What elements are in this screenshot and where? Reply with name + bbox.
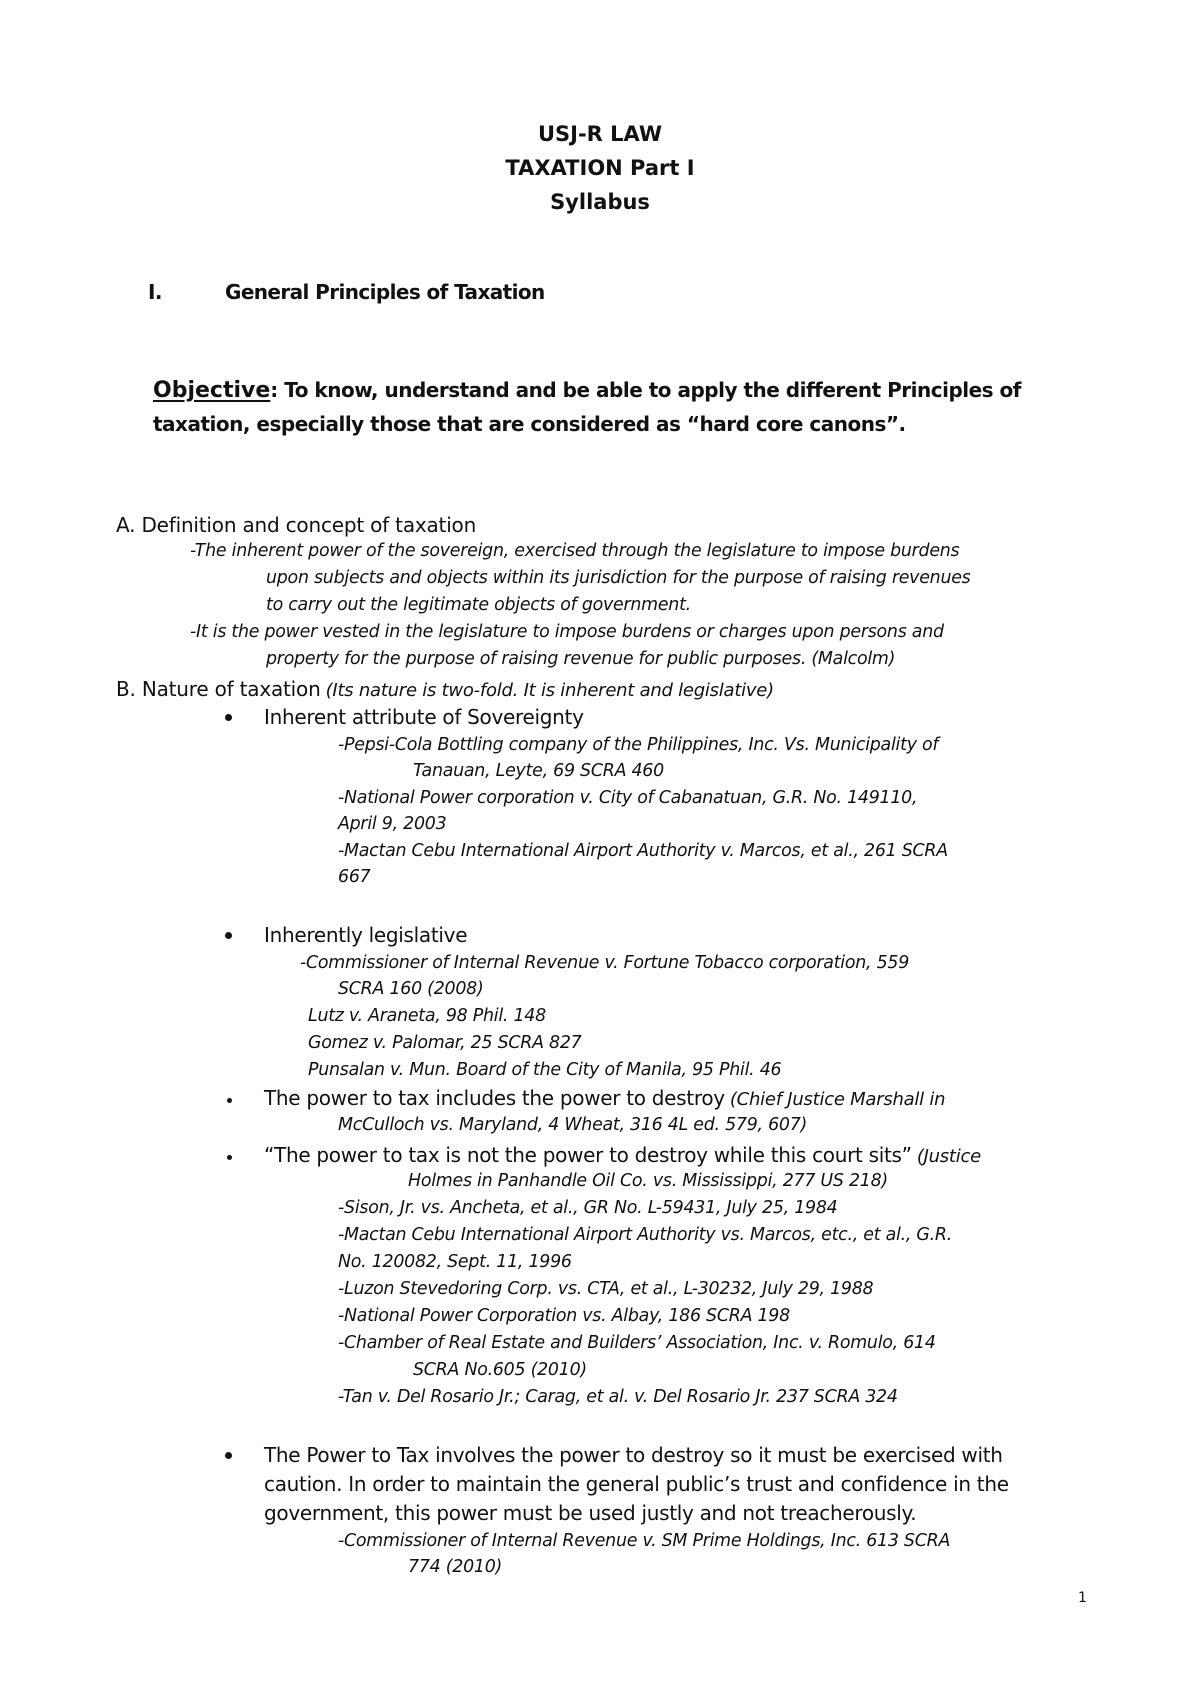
bullet-dot <box>225 1452 232 1459</box>
bullet4-case: -Chamber of Real Estate and Builders’ Association, Inc. v. Romulo, 614 <box>338 1333 936 1353</box>
section-number: I. <box>148 280 162 304</box>
doc-title-line1: USJ-R LAW <box>537 122 663 146</box>
bullet4-note1: (Justice <box>916 1146 981 1167</box>
bullet2-case: -Commissioner of Internal Revenue v. Fortune Tobacco corporation, 559 <box>300 953 910 973</box>
bullet2-text: Inherently legislative <box>264 923 468 947</box>
bullet5-case: -Commissioner of Internal Revenue v. SM Prime Holdings, Inc. 613 SCRA <box>338 1531 951 1551</box>
bullet1-case: -Mactan Cebu International Airport Authority v. Marcos, et al., 261 SCRA <box>338 841 948 861</box>
bullet2-case: SCRA 160 (2008) <box>338 979 484 999</box>
bullet4-case: -Luzon Stevedoring Corp. vs. CTA, et al., L-30232, July 29, 1988 <box>338 1279 874 1299</box>
bullet-dot <box>227 1155 232 1160</box>
objective-text1: : To know, understand and be able to apply the different Principles of <box>270 378 1021 402</box>
bullet4-case: -Sison, Jr. vs. Ancheta, et al., GR No. L-59431, July 25, 1984 <box>338 1198 838 1218</box>
bullet1-case: April 9, 2003 <box>338 814 447 834</box>
doc-title-line2: TAXATION Part I <box>505 156 695 180</box>
part-b-heading: B. Nature of taxation <box>116 677 321 701</box>
part-b-note: (Its nature is two-fold. It is inherent and legislative) <box>325 680 774 701</box>
bullet2-case: Punsalan v. Mun. Board of the City of Manila, 95 Phil. 46 <box>308 1060 782 1080</box>
objective-line1 <box>153 380 1021 402</box>
page-number: 1 <box>1078 1590 1087 1606</box>
doc-title-line3: Syllabus <box>550 190 650 214</box>
section-title: General Principles of Taxation <box>225 280 545 304</box>
bullet5-line: caution. In order to maintain the general public’s trust and confidence in the <box>264 1472 1009 1496</box>
bullet3-text: The power to tax includes the power to destroy <box>264 1086 725 1110</box>
bullet1-case: -Pepsi-Cola Bottling company of the Philippines, Inc. Vs. Municipality of <box>338 735 939 755</box>
part-a-line: upon subjects and objects within its jurisdiction for the purpose of raising revenues <box>266 568 971 588</box>
bullet1-text: Inherent attribute of Sovereignty <box>264 705 584 729</box>
objective-label: Objective <box>153 378 271 403</box>
bullet3-note2: McCulloch vs. Maryland, 4 Wheat, 316 4L ed. 579, 607) <box>338 1115 808 1135</box>
bullet4-case: -Tan v. Del Rosario Jr.; Carag, et al. v. Del Rosario Jr. 237 SCRA 324 <box>338 1387 898 1407</box>
part-a-line: -It is the power vested in the legislature to impose burdens or charges upon persons and <box>190 622 944 642</box>
bullet4-case: No. 120082, Sept. 11, 1996 <box>338 1252 572 1272</box>
bullet1-case: 667 <box>338 867 371 887</box>
bullet4-note2: Holmes in Panhandle Oil Co. vs. Mississippi, 277 US 218) <box>408 1171 888 1191</box>
bullet4-case: -National Power Corporation vs. Albay, 186 SCRA 198 <box>338 1306 790 1326</box>
bullet3-line <box>264 1088 945 1109</box>
part-a-heading: A. Definition and concept of taxation <box>116 513 477 537</box>
part-a-line: -The inherent power of the sovereign, exercised through the legislature to impose burdens <box>190 541 960 561</box>
bullet5-case: 774 (2010) <box>408 1557 503 1577</box>
part-b-heading-line <box>116 679 774 700</box>
bullet5-line: government, this power must be used justly and not treacherously. <box>264 1501 917 1525</box>
objective-line2: taxation, especially those that are considered as “hard core canons”. <box>153 412 906 436</box>
bullet4-line <box>264 1145 981 1166</box>
part-a-line: to carry out the legitimate objects of government. <box>266 595 691 615</box>
bullet4-case: SCRA No.605 (2010) <box>413 1360 587 1380</box>
bullet4-text: “The power to tax is not the power to destroy while this court sits” <box>264 1143 912 1167</box>
bullet-dot <box>227 1098 232 1103</box>
bullet5-line: The Power to Tax involves the power to destroy so it must be exercised with <box>264 1443 1003 1467</box>
bullet1-case: Tanauan, Leyte, 69 SCRA 460 <box>413 761 664 781</box>
bullet2-case: Gomez v. Palomar, 25 SCRA 827 <box>308 1033 582 1053</box>
bullet2-case: Lutz v. Araneta, 98 Phil. 148 <box>308 1006 546 1026</box>
bullet-dot <box>225 932 232 939</box>
bullet1-case: -National Power corporation v. City of Cabanatuan, G.R. No. 149110, <box>338 788 918 808</box>
bullet4-case: -Mactan Cebu International Airport Authority vs. Marcos, etc., et al., G.R. <box>338 1225 953 1245</box>
bullet-dot <box>225 714 232 721</box>
part-a-line: property for the purpose of raising revenue for public purposes. (Malcolm) <box>266 649 896 669</box>
bullet3-note1: (Chief Justice Marshall in <box>729 1089 946 1110</box>
